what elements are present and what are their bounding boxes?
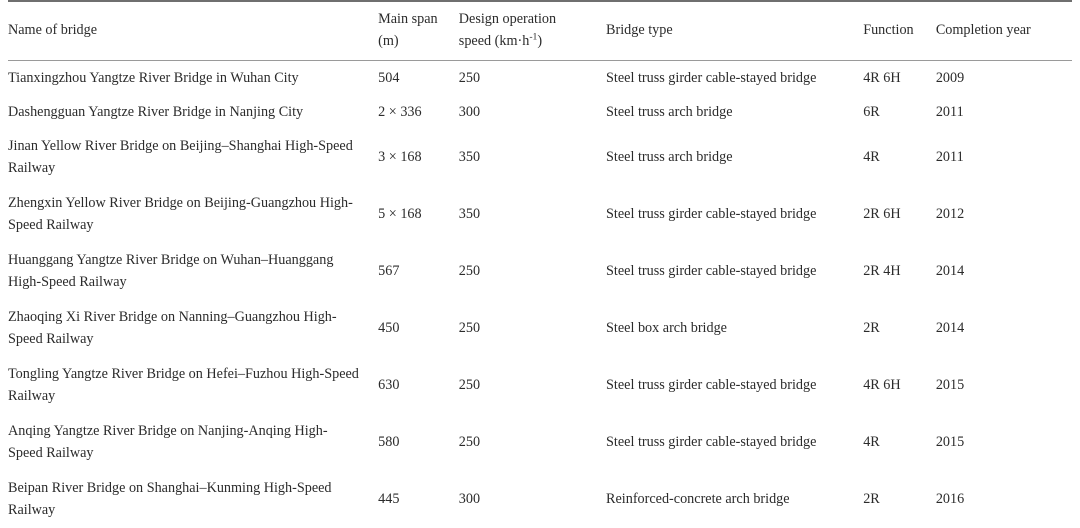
cell-main-span	[378, 300, 459, 357]
cell-function	[863, 471, 936, 528]
cell-bridge-name	[8, 95, 378, 129]
cell-bridge-name	[8, 357, 378, 414]
table-body	[8, 60, 1072, 528]
table-row	[8, 243, 1072, 300]
cell-function-text: 4R	[863, 149, 880, 166]
cell-main-span-text: 567	[378, 263, 400, 280]
column-header-function-label: Function	[863, 22, 914, 39]
cell-function-text: 4R 6H	[863, 377, 901, 394]
cell-design-speed-text: 250	[458, 434, 481, 451]
cell-bridge-type-text: Steel box arch bridge	[606, 320, 727, 337]
table-row	[8, 186, 1072, 243]
column-header-completion-year	[936, 2, 1072, 61]
cell-design-speed-text: 300	[458, 103, 481, 120]
cell-bridge-name	[8, 60, 378, 95]
cell-bridge-name	[8, 243, 378, 300]
cell-design-speed	[459, 60, 606, 95]
cell-completion-year-text: 2011	[935, 103, 964, 120]
cell-design-speed	[459, 129, 606, 186]
column-header-main-span	[378, 2, 459, 61]
cell-completion-year-text: 2012	[935, 206, 965, 223]
cell-main-span-text: 504	[378, 69, 400, 86]
cell-design-speed-text: 300	[458, 491, 481, 508]
cell-bridge-name	[8, 186, 378, 243]
cell-function-text: 4R	[863, 434, 880, 451]
column-header-main-span-line1: Main span	[378, 11, 438, 27]
cell-bridge-type	[606, 186, 863, 243]
cell-bridge-type-text: Steel truss arch bridge	[606, 103, 733, 120]
cell-function	[863, 186, 936, 243]
column-header-main-span-line2: (m)	[378, 33, 399, 50]
table-row	[8, 471, 1072, 528]
cell-completion-year-text: 2015	[935, 434, 965, 451]
cell-function	[863, 243, 936, 300]
column-header-completion-year-label: Completion year	[935, 22, 1031, 39]
cell-bridge-name-text: Zhaoqing Xi River Bridge on Nanning–Guangzhou High-Speed Railway	[8, 309, 337, 348]
cell-completion-year	[936, 414, 1072, 471]
cell-main-span	[378, 243, 459, 300]
cell-main-span	[378, 129, 459, 186]
cell-bridge-type	[606, 95, 863, 129]
cell-design-speed-text: 250	[458, 377, 481, 394]
cell-function	[863, 60, 936, 95]
cell-completion-year	[936, 186, 1072, 243]
table-row	[8, 414, 1072, 471]
table-row	[8, 60, 1072, 95]
cell-bridge-name-text: Huanggang Yangtze River Bridge on Wuhan–Huanggang High-Speed Railway	[8, 252, 334, 291]
cell-completion-year-text: 2009	[935, 69, 965, 86]
cell-completion-year	[936, 300, 1072, 357]
table-header	[8, 1, 1072, 61]
cell-bridge-type	[606, 471, 863, 528]
cell-completion-year-text: 2016	[935, 491, 965, 508]
cell-bridge-type-text: Steel truss arch bridge	[606, 149, 733, 166]
cell-completion-year-text: 2011	[935, 149, 964, 166]
cell-main-span-text: 445	[378, 491, 400, 508]
cell-function-text: 4R 6H	[863, 69, 901, 86]
cell-bridge-type-text: Steel truss girder cable-stayed bridge	[606, 69, 817, 86]
cell-main-span	[378, 186, 459, 243]
table-row	[8, 95, 1072, 129]
cell-completion-year-text: 2014	[935, 263, 965, 280]
column-header-bridge-type	[606, 2, 863, 61]
column-header-speed-unit-post: )	[537, 33, 543, 50]
cell-design-speed-text: 250	[458, 263, 481, 280]
cell-function	[863, 129, 936, 186]
table-row	[8, 129, 1072, 186]
cell-bridge-name-text: Zhengxin Yellow River Bridge on Beijing-Guangzhou High-Speed Railway	[8, 195, 353, 234]
column-header-bridge-type-label: Bridge type	[606, 22, 673, 39]
column-header-name-of-bridge	[8, 2, 378, 61]
cell-bridge-name	[8, 471, 378, 528]
cell-main-span-text: 630	[378, 377, 400, 394]
cell-completion-year	[936, 129, 1072, 186]
cell-bridge-type	[606, 300, 863, 357]
cell-bridge-type-text: Steel truss girder cable-stayed bridge	[606, 206, 817, 223]
cell-function-text: 2R 6H	[863, 206, 901, 223]
column-header-design-operation-speed	[459, 2, 606, 61]
cell-design-speed-text: 350	[458, 206, 481, 223]
cell-main-span	[378, 95, 459, 129]
cell-bridge-name-text: Tongling Yangtze River Bridge on Hefei–Fuzhou High-Speed Railway	[8, 366, 359, 405]
column-header-speed-line1: Design operation	[458, 11, 557, 27]
cell-function	[863, 357, 936, 414]
cell-bridge-name-text: Jinan Yellow River Bridge on Beijing–Shanghai High-Speed Railway	[8, 138, 353, 177]
cell-main-span-text: 3 × 168	[378, 149, 422, 166]
cell-design-speed	[459, 357, 606, 414]
cell-bridge-type-text: Steel truss girder cable-stayed bridge	[606, 434, 817, 451]
cell-design-speed-text: 250	[458, 320, 481, 337]
cell-bridge-type	[606, 60, 863, 95]
cell-design-speed-text: 250	[458, 69, 481, 86]
table-row	[8, 300, 1072, 357]
cell-design-speed	[459, 300, 606, 357]
cell-function	[863, 95, 936, 129]
cell-completion-year	[936, 243, 1072, 300]
cell-function-text: 2R 4H	[863, 263, 901, 280]
cell-main-span	[378, 414, 459, 471]
cell-bridge-name	[8, 300, 378, 357]
cell-design-speed	[459, 95, 606, 129]
column-header-function	[863, 2, 936, 61]
cell-completion-year	[936, 357, 1072, 414]
column-header-speed-unit-exponent: -1	[529, 31, 538, 43]
cell-main-span	[378, 471, 459, 528]
table-header-row	[8, 2, 1072, 61]
cell-design-speed-text: 350	[458, 149, 481, 166]
cell-main-span-text: 450	[378, 320, 400, 337]
cell-function	[863, 300, 936, 357]
cell-completion-year-text: 2015	[935, 377, 965, 394]
cell-bridge-type	[606, 129, 863, 186]
cell-bridge-type	[606, 357, 863, 414]
cell-bridge-type	[606, 414, 863, 471]
cell-completion-year	[936, 471, 1072, 528]
column-header-speed-line2	[459, 30, 600, 52]
cell-bridge-name-text: Anqing Yangtze River Bridge on Nanjing-Anqing High-Speed Railway	[8, 423, 328, 462]
cell-function-text: 2R	[863, 320, 880, 337]
cell-completion-year-text: 2014	[935, 320, 965, 337]
cell-bridge-name	[8, 129, 378, 186]
cell-design-speed	[459, 471, 606, 528]
bridge-specifications-table	[8, 0, 1072, 528]
cell-function-text: 2R	[863, 491, 880, 508]
cell-bridge-name-text: Beipan River Bridge on Shanghai–Kunming High-Speed Railway	[8, 480, 332, 519]
cell-bridge-type-text: Steel truss girder cable-stayed bridge	[606, 263, 817, 280]
cell-main-span	[378, 60, 459, 95]
cell-main-span-text: 5 × 168	[378, 206, 422, 223]
cell-main-span	[378, 357, 459, 414]
cell-main-span-text: 2 × 336	[378, 103, 422, 120]
cell-completion-year	[936, 60, 1072, 95]
cell-bridge-name-text: Dashengguan Yangtze River Bridge in Nanjing City	[8, 103, 304, 120]
cell-design-speed	[459, 414, 606, 471]
table-row	[8, 357, 1072, 414]
cell-function-text: 6R	[863, 103, 880, 120]
cell-bridge-name	[8, 414, 378, 471]
cell-bridge-type-text: Reinforced-concrete arch bridge	[606, 491, 790, 508]
cell-bridge-name-text: Tianxingzhou Yangtze River Bridge in Wuhan City	[8, 69, 299, 86]
cell-bridge-type	[606, 243, 863, 300]
cell-design-speed	[459, 243, 606, 300]
cell-main-span-text: 580	[378, 434, 400, 451]
cell-design-speed	[459, 186, 606, 243]
cell-bridge-type-text: Steel truss girder cable-stayed bridge	[606, 377, 817, 394]
column-header-speed-unit-pre: speed (km·h	[458, 33, 530, 50]
column-header-name-of-bridge-label: Name of bridge	[8, 22, 98, 39]
cell-completion-year	[936, 95, 1072, 129]
cell-function	[863, 414, 936, 471]
